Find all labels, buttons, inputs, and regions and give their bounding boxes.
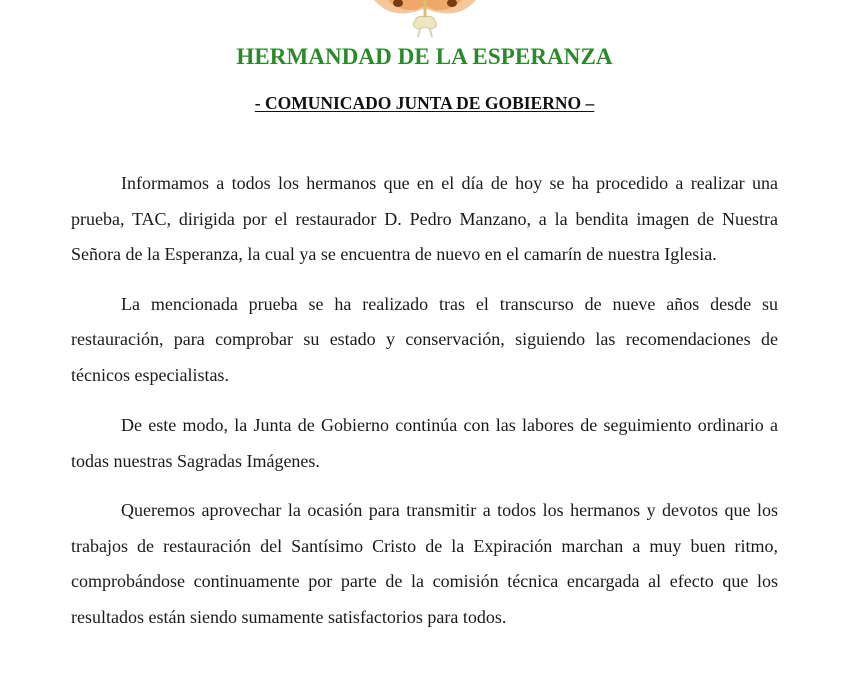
document-title: HERMANDAD DE LA ESPERANZA — [236, 44, 613, 69]
brotherhood-crest-icon — [368, 0, 482, 40]
document-body — [71, 166, 778, 649]
document-subtitle — [0, 93, 849, 114]
subtitle-text: - COMUNICADO JUNTA DE GOBIERNO – — [254, 93, 595, 113]
paragraph-follow-up: De este modo, la Junta de Gobierno continúa con las labores de seguimiento ordinario a todas nuestras Sagradas Imágenes. — [71, 415, 778, 471]
paragraph-test-reason: La mencionada prueba se ha realizado tras el transcurso de nueve años desde su restauración, para comprobar su estado y conservación, siguiendo las recomendaciones de técnicos especialistas. — [71, 293, 778, 385]
paragraph-restoration-progress: Queremos aprovechar la ocasión para transmitir a todos los hermanos y devotos que los trabajos de restauración del Santísimo Cristo de la Expiración marchan a muy buen ritmo, comprobándose continuamente por parte de la comisión técnica encargada al efecto que los resultados están siendo sumamente satisfactorios para todos. — [71, 500, 778, 627]
paragraph-announcement: Informamos a todos los hermanos que en el día de hoy se ha procedido a realizar una prueba, TAC, dirigida por el restaurador D. Pedro Manzano, a la bendita imagen de Nuestra Señora de la Esperanza, la cual ya se encuentra de nuevo en el camarín de nuestra Iglesia. — [71, 173, 778, 264]
